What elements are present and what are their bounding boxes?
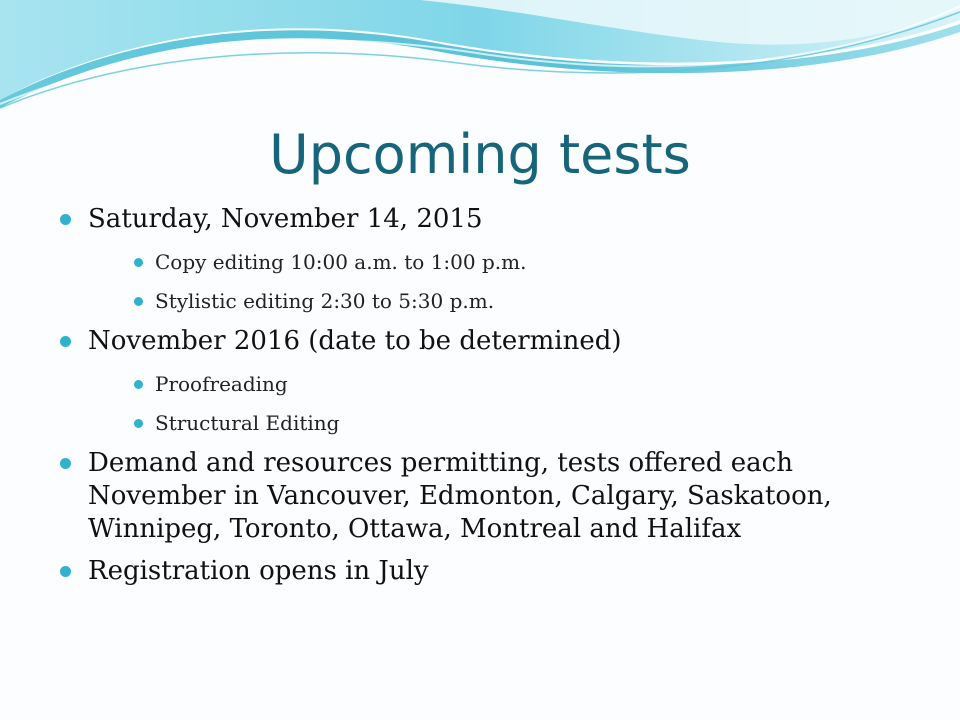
list-item <box>58 555 918 588</box>
list-item-text: Demand and resources permitting, tests offered each November in Vancouver, Edmonton, Calgary, Saskatoon, Winnipeg, Toronto, Ottawa, Montreal and Halifax <box>88 448 832 544</box>
sub-list-item-text: Proofreading <box>155 372 288 396</box>
bullet-icon <box>60 214 71 225</box>
bullet-icon <box>134 297 143 306</box>
bullet-icon <box>60 566 71 577</box>
list-item <box>58 203 918 316</box>
bullet-icon <box>60 458 71 469</box>
sub-list <box>88 248 918 316</box>
list-item-text: November 2016 (date to be determined) <box>88 326 622 356</box>
sub-list-item-text: Copy editing 10:00 a.m. to 1:00 p.m. <box>155 250 527 274</box>
bullet-icon <box>134 419 143 428</box>
bullet-icon <box>134 258 143 267</box>
bullet-icon <box>60 336 71 347</box>
list-item <box>58 325 918 438</box>
sub-list-item <box>126 248 918 277</box>
sub-list-item-text: Structural Editing <box>155 411 340 435</box>
sub-list-item-text: Stylistic editing 2:30 to 5:30 p.m. <box>155 289 495 313</box>
list-item <box>58 447 918 546</box>
sub-list-item <box>126 287 918 316</box>
slide-title: Upcoming tests <box>269 123 691 186</box>
sub-list-item <box>126 370 918 399</box>
sub-list-item <box>126 409 918 438</box>
bullet-icon <box>134 380 143 389</box>
list-item-text: Saturday, November 14, 2015 <box>88 204 483 234</box>
sub-list <box>88 370 918 438</box>
wave-decoration <box>0 0 960 130</box>
bullet-list <box>58 203 918 588</box>
list-item-text: Registration opens in July <box>88 556 429 586</box>
